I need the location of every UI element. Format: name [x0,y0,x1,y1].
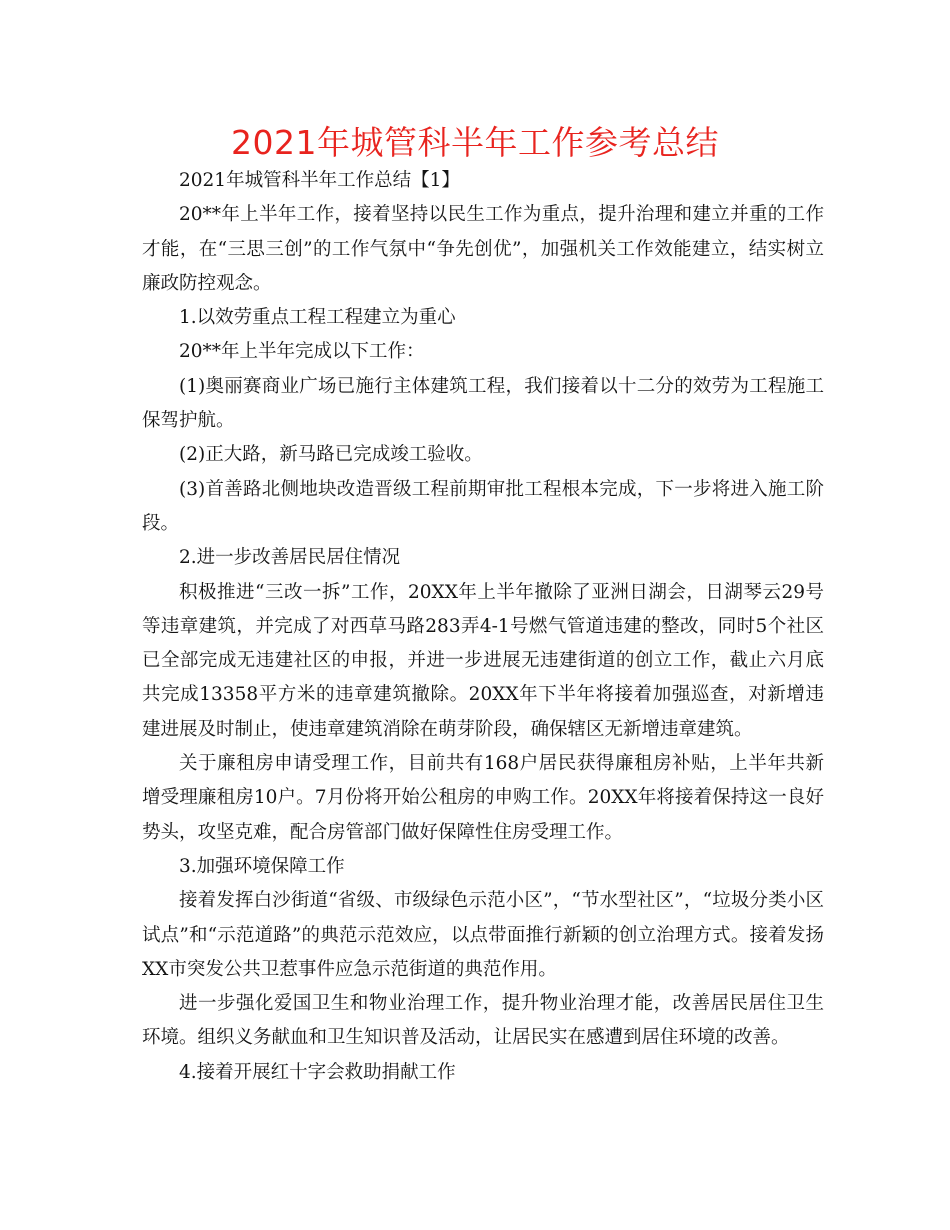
paragraph-item-2-heading: 2.进一步改善居民居住情况 [179,547,401,569]
paragraph-section-heading: 2021年城管科半年工作总结【1】 [179,170,460,191]
paragraph-item-1-sub-2: (2)正大路，新马路已完成竣工验收。 [179,444,483,466]
paragraph-intro: 20**年上半年工作，接着坚持以民生工作为重点，提升治理和建立并重的工作才能，在“三思三创”的工作气氛中“争先创优”，加强机关工作效能建立，结实树立廉政防控观念。 [142,204,824,294]
paragraph-item-1-heading: 1.以效劳重点工程工程建立为重心 [179,307,456,329]
paragraph-item-1-lead: 20**年上半年完成以下工作： [179,341,425,363]
document-body [142,164,824,1090]
paragraph-item-2-body-1: 积极推进“三改一拆”工作，20XX年上半年撤除了亚洲日湖会，日湖琴云29号等违章建筑，并完成了对西草马路283弄4-1号燃气管道违建的整改，同时5个社区已全部完成无违建社区的申报，并进一步进展无违建街道的创立工作，截止六月底共完成13358平方米的违章建筑撤除。20XX年下半年将接着加强巡查，对新增违建进展及时制止，使违章建筑消除在萌芽阶段，确保辖区无新增违章建筑。 [142,581,824,740]
paragraph-item-2-body-2: 关于廉租房申请受理工作，目前共有168户居民获得廉租房补贴，上半年共新增受理廉租房10户。7月份将开始公租房的申购工作。20XX年将接着保持这一良好势头，攻坚克难，配合房管部门做好保障性住房受理工作。 [142,753,824,843]
document-title: 2021年城管科半年工作参考总结 [231,123,719,162]
paragraph-item-3-body-2: 进一步强化爱国卫生和物业治理工作，提升物业治理才能，改善居民居住卫生环境。组织义务献血和卫生知识普及活动，让居民实在感遭到居住环境的改善。 [142,993,824,1049]
paragraph-item-3-heading: 3.加强环境保障工作 [179,855,345,877]
paragraph-item-1-sub-1: (1)奥丽赛商业广场已施行主体建筑工程，我们接着以十二分的效劳为工程施工保驾护航。 [142,375,824,432]
paragraph-item-4-heading: 4.接着开展红十字会救助捐献工作 [179,1061,456,1083]
paragraph-item-3-body-1: 接着发挥白沙街道“省级、市级绿色示范小区”，“节水型社区”，“垃圾分类小区试点”和“示范道路”的典范示范效应，以点带面推行新颖的创立治理方式。接着发扬XX市突发公共卫惹事件应急示范街道的典范作用。 [142,890,824,980]
paragraph-item-1-sub-3: (3)首善路北侧地块改造晋级工程前期审批工程根本完成，下一步将进入施工阶段。 [142,478,824,534]
